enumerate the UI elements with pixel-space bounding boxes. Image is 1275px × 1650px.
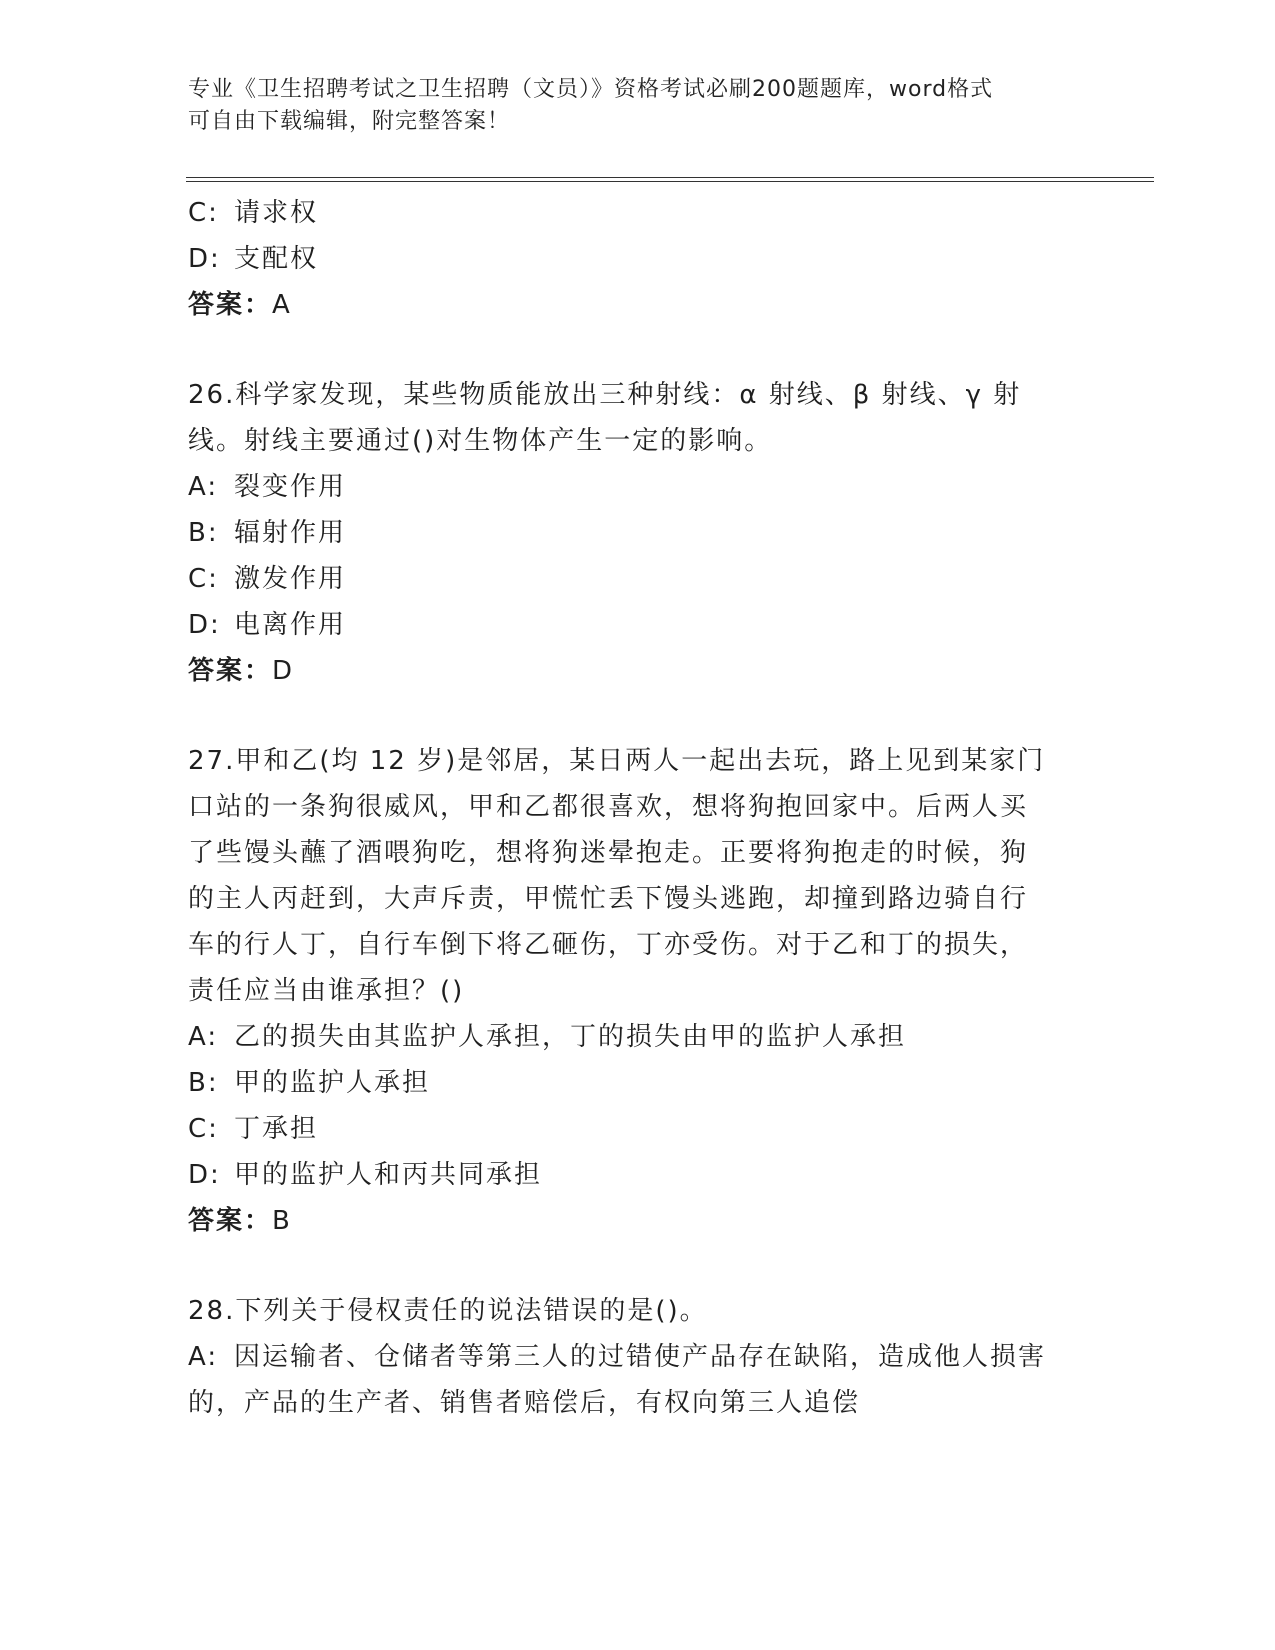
option-c	[188, 190, 1088, 236]
question-27-stem-line-4: 的主人丙赶到，大声斥责，甲慌忙丢下馒头逃跑，却撞到路边骑自行	[188, 884, 1029, 914]
option-letter: D:	[188, 1160, 221, 1190]
question-26-stem-line-2: 线。射线主要通过()对生物体产生一定的影响。	[188, 426, 773, 456]
question-28-stem-line-1: 28.下列关于侵权责任的说法错误的是()。	[188, 1296, 708, 1326]
option-letter: C:	[188, 1114, 219, 1144]
option-a	[188, 1014, 1088, 1060]
header-divider-top	[186, 177, 1154, 178]
answer-line	[188, 282, 1088, 328]
option-text: 辐射作用	[234, 518, 347, 548]
answer-value: B	[272, 1206, 292, 1236]
question-26-stem-line-1: 26.科学家发现，某些物质能放出三种射线：α 射线、β 射线、γ 射	[188, 380, 1022, 410]
option-a	[188, 1334, 1088, 1380]
answer-value: A	[272, 290, 292, 320]
option-text: 乙的损失由其监护人承担，丁的损失由甲的监护人承担	[234, 1022, 907, 1052]
option-c	[188, 1106, 1088, 1152]
question-27-stem-line-1: 27.甲和乙(均 12 岁)是邻居，某日两人一起出去玩，路上见到某家门	[188, 746, 1046, 776]
page-header	[188, 74, 1078, 138]
answer-line	[188, 648, 1088, 694]
option-text: 因运输者、仓储者等第三人的过错使产品存在缺陷，造成他人损害	[234, 1342, 1047, 1372]
option-letter: B:	[188, 1068, 219, 1098]
option-letter: D:	[188, 244, 221, 274]
option-d	[188, 1152, 1088, 1198]
option-b	[188, 1060, 1088, 1106]
option-text: 激发作用	[234, 564, 347, 594]
option-text: 电离作用	[234, 610, 347, 640]
option-b	[188, 510, 1088, 556]
answer-label: 答案：	[188, 656, 273, 686]
question-27-stem-line-6: 责任应当由谁承担？()	[188, 976, 465, 1006]
option-letter: A:	[188, 472, 219, 502]
option-d	[188, 602, 1088, 648]
question-27-stem-line-5: 车的行人丁，自行车倒下将乙砸伤，丁亦受伤。对于乙和丁的损失，	[188, 930, 1029, 960]
answer-label: 答案：	[188, 290, 273, 320]
header-line-2: 可自由下载编辑，附完整答案！	[188, 109, 511, 134]
option-letter: A:	[188, 1342, 219, 1372]
answer-value: D	[272, 656, 295, 686]
option-letter: A:	[188, 1022, 219, 1052]
header-divider-bottom	[186, 181, 1154, 182]
option-text: 裂变作用	[234, 472, 347, 502]
option-a	[188, 464, 1088, 510]
answer-label: 答案：	[188, 1206, 273, 1236]
option-letter: D:	[188, 610, 221, 640]
option-letter: C:	[188, 564, 219, 594]
option-text: 支配权	[234, 244, 319, 274]
option-letter: C:	[188, 198, 219, 228]
option-text: 请求权	[234, 198, 319, 228]
answer-line	[188, 1198, 1088, 1244]
option-c	[188, 556, 1088, 602]
header-line-1: 专业《卫生招聘考试之卫生招聘（文员）》资格考试必刷200题题库，word格式	[188, 77, 994, 102]
option-d	[188, 236, 1088, 282]
option-text: 甲的监护人和丙共同承担	[234, 1160, 543, 1190]
question-content	[188, 190, 1088, 1426]
option-letter: B:	[188, 518, 219, 548]
question-27-stem-line-2: 口站的一条狗很威风，甲和乙都很喜欢，想将狗抱回家中。后两人买	[188, 792, 1029, 822]
option-text: 甲的监护人承担	[234, 1068, 431, 1098]
option-text: 丁承担	[234, 1114, 319, 1144]
option-a-continuation: 的，产品的生产者、销售者赔偿后，有权向第三人追偿	[188, 1388, 861, 1418]
question-27-stem-line-3: 了些馒头蘸了酒喂狗吃，想将狗迷晕抱走。正要将狗抱走的时候，狗	[188, 838, 1029, 868]
